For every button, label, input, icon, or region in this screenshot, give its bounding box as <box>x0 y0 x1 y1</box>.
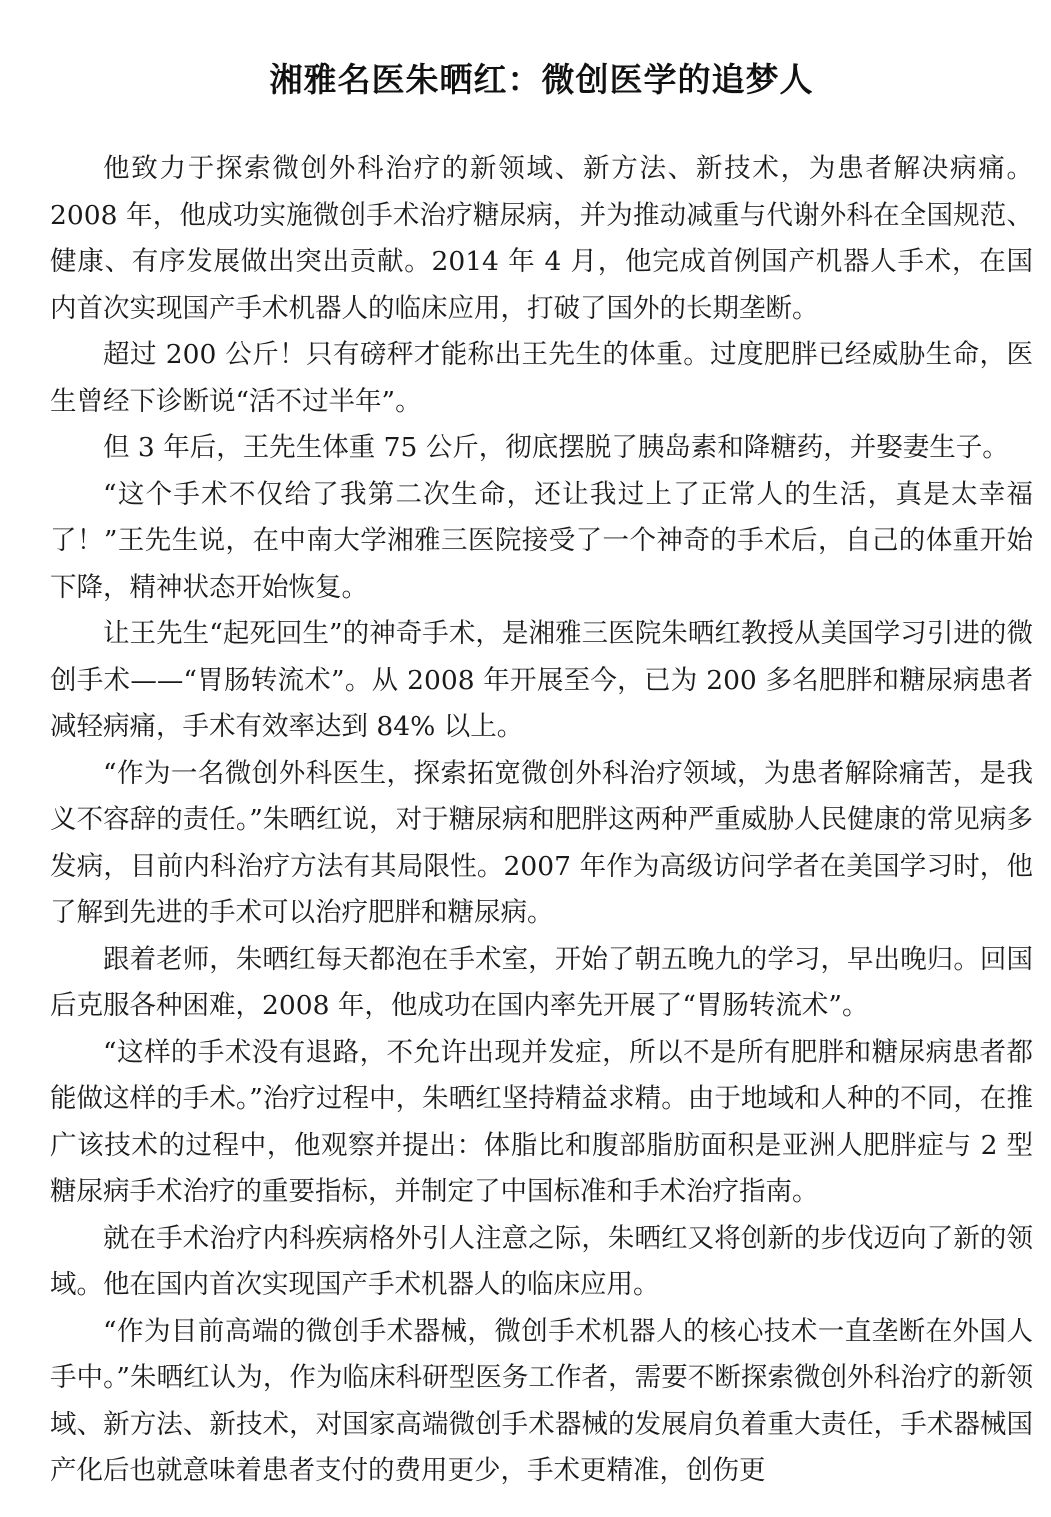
paragraph: “作为目前高端的微创手术器械，微创手术机器人的核心技术一直垄断在外国人手中。”朱晒红认为，作为临床科研型医务工作者，需要不断探索微创外科治疗的新领域、新方法、新技术，对国家高端微创手术器械的发展肩负着重大责任，手术器械国产化后也就意味着患者支付的费用更少，手术更精准，创伤更 <box>50 1315 1033 1486</box>
paragraph: 他致力于探索微创外科治疗的新领域、新方法、新技术，为患者解决病痛。2008 年，他成功实施微创手术治疗糖尿病，并为推动减重与代谢外科在全国规范、健康、有序发展做出突出贡献。2014 年 4 月，他完成首例国产机器人手术，在国内首次实现国产手术机器人的临床应用，打破了国外的长期垄断。 <box>50 153 1033 324</box>
paragraph: “这样的手术没有退路，不允许出现并发症，所以不是所有肥胖和糖尿病患者都能做这样的手术。”治疗过程中，朱晒红坚持精益求精。由于地域和人种的不同，在推广该技术的过程中，他观察并提出：体脂比和腹部脂肪面积是亚洲人肥胖症与 2 型糖尿病手术治疗的重要指标，并制定了中国标准和手术治疗指南。 <box>50 1036 1033 1207</box>
article-title: 湘雅名医朱晒红：微创医学的追梦人 <box>269 60 814 99</box>
paragraph: “这个手术不仅给了我第二次生命，还让我过上了正常人的生活，真是太幸福了！”王先生说，在中南大学湘雅三医院接受了一个神奇的手术后，自己的体重开始下降，精神状态开始恢复。 <box>50 478 1033 603</box>
paragraph: 超过 200 公斤！只有磅秤才能称出王先生的体重。过度肥胖已经威胁生命，医生曾经下诊断说“活不过半年”。 <box>50 339 1033 417</box>
paragraph: “作为一名微创外科医生，探索拓宽微创外科治疗领域，为患者解除痛苦，是我义不容辞的责任。”朱晒红说，对于糖尿病和肥胖这两种严重威胁人民健康的常见病多发病，目前内科治疗方法有其局限性。2007 年作为高级访问学者在美国学习时，他了解到先进的手术可以治疗肥胖和糖尿病。 <box>50 757 1033 928</box>
paragraph: 让王先生“起死回生”的神奇手术，是湘雅三医院朱晒红教授从美国学习引进的微创手术——“胃肠转流术”。从 2008 年开展至今，已为 200 多名肥胖和糖尿病患者减轻病痛，手术有效率达到 84% 以上。 <box>50 618 1033 742</box>
paragraph: 就在手术治疗内科疾病格外引人注意之际，朱晒红又将创新的步伐迈向了新的领域。他在国内首次实现国产手术机器人的临床应用。 <box>50 1222 1033 1300</box>
paragraph: 但 3 年后，王先生体重 75 公斤，彻底摆脱了胰岛素和降糖药，并娶妻生子。 <box>103 432 1009 463</box>
paragraph: 跟着老师，朱晒红每天都泡在手术室，开始了朝五晚九的学习，早出晚归。回国后克服各种困难，2008 年，他成功在国内率先开展了“胃肠转流术”。 <box>50 943 1033 1021</box>
article-body <box>50 146 1033 1495</box>
